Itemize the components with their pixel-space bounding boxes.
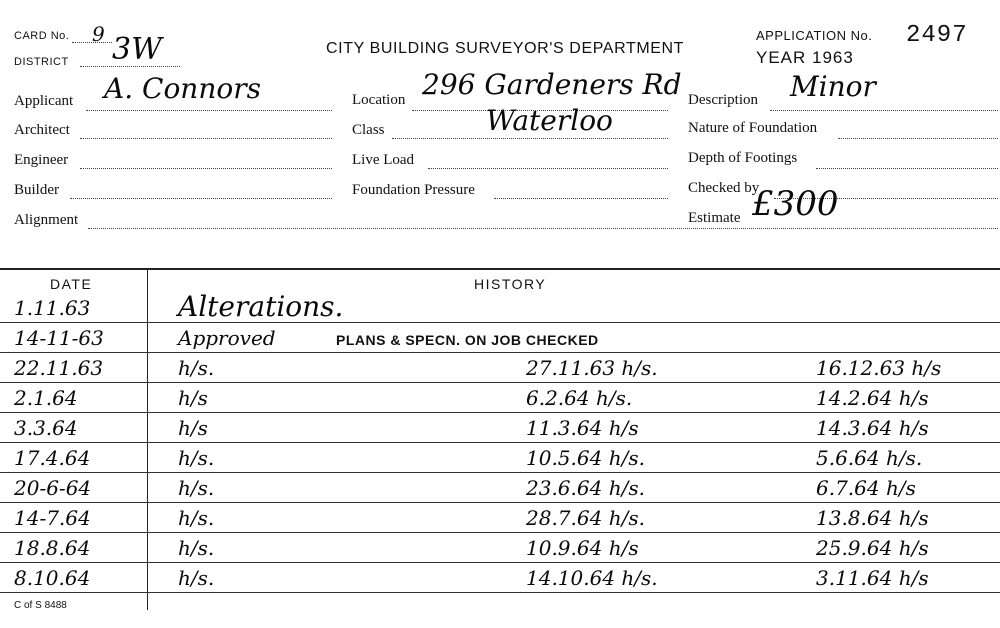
nature-of-foundation-line (838, 138, 998, 139)
builder-line (70, 198, 332, 199)
history-date-cell: 8.10.64 (14, 566, 91, 590)
location-value-suburb: Waterloo (486, 104, 613, 137)
nature-of-foundation-label: Nature of Foundation (688, 120, 818, 136)
history-entry-cell: h/s (178, 416, 208, 440)
card-no-line (72, 42, 112, 43)
date-column-divider (147, 270, 148, 610)
history-entry-cell: 3.11.64 h/s (816, 566, 929, 590)
history-entry-cell: 14.10.64 h/s. (526, 566, 658, 590)
depth-of-footings-label: Depth of Footings (688, 150, 798, 166)
history-entry-cell: 14.3.64 h/s (816, 416, 929, 440)
estimate-value: £300 (752, 184, 839, 224)
description-value: Minor (790, 70, 876, 103)
history-entry-cell: Alterations. (178, 290, 344, 323)
history-entry-cell: 6.2.64 h/s. (526, 386, 633, 410)
history-entry-cell: 25.9.64 h/s (816, 536, 929, 560)
engineer-label: Engineer (14, 152, 69, 168)
form-code: C of S 8488 (14, 600, 67, 611)
history-row-line (0, 502, 1000, 503)
application-number: 2497 (906, 22, 968, 49)
history-date-cell: 22.11.63 (14, 356, 104, 380)
history-entry-cell: h/s. (178, 566, 215, 590)
class-label: Class (352, 122, 385, 138)
year-label: YEAR 1963 (756, 48, 854, 67)
history-row-line (0, 442, 1000, 443)
history-date-cell: 18.8.64 (14, 536, 91, 560)
architect-line (80, 138, 332, 139)
history-row-line (0, 382, 1000, 383)
history-date-cell: 20-6-64 (14, 476, 92, 500)
history-entry-cell: 23.6.64 h/s. (526, 476, 645, 500)
builder-label: Builder (14, 182, 59, 198)
location-label: Location (352, 92, 406, 108)
history-row-line (0, 322, 1000, 323)
history-entry-cell: 27.11.63 h/s. (526, 356, 658, 380)
plans-checked-stamp: PLANS & SPECN. ON JOB CHECKED (336, 332, 599, 348)
history-entry-cell: 5.6.64 h/s. (816, 446, 923, 470)
district-value: 3W (112, 32, 162, 67)
history-date-cell: 1.11.63 (14, 296, 91, 320)
history-entry-cell: h/s. (178, 446, 215, 470)
applicant-line (86, 110, 332, 111)
history-row-line (0, 472, 1000, 473)
estimate-label: Estimate (688, 210, 741, 226)
history-entry-cell: 13.8.64 h/s (816, 506, 929, 530)
history-column-header: HISTORY (474, 276, 547, 292)
district-label: DISTRICT (14, 56, 69, 68)
history-date-cell: 14-11-63 (14, 326, 104, 350)
history-entry-cell: Approved (178, 326, 276, 350)
card-no-value: 9 (92, 22, 105, 46)
class-line (392, 138, 668, 139)
location-value-street: 296 Gardeners Rd (422, 68, 682, 101)
applicant-value: A. Connors (104, 72, 261, 105)
history-entry-cell: 11.3.64 h/s (526, 416, 639, 440)
architect-label: Architect (14, 122, 70, 138)
card-no-label: CARD No. (14, 30, 70, 42)
description-line (770, 110, 998, 111)
foundation-pressure-line (494, 198, 668, 199)
history-entry-cell: 16.12.63 h/s (816, 356, 942, 380)
history-date-cell: 2.1.64 (14, 386, 78, 410)
history-entry-cell: h/s. (178, 506, 215, 530)
history-row-line (0, 532, 1000, 533)
engineer-line (80, 168, 332, 169)
alignment-line (88, 228, 998, 229)
application-no-label: APPLICATION No. (756, 28, 873, 43)
history-date-cell: 14-7.64 (14, 506, 91, 530)
history-entry-cell: h/s. (178, 536, 215, 560)
history-date-cell: 17.4.64 (14, 446, 91, 470)
history-entry-cell: h/s. (178, 356, 215, 380)
depth-of-footings-line (816, 168, 998, 169)
history-entry-cell: h/s. (178, 476, 215, 500)
checked-by-label: Checked by (688, 180, 760, 196)
history-entry-cell: 6.7.64 h/s (816, 476, 916, 500)
live-load-label: Live Load (352, 152, 415, 168)
history-entry-cell: 28.7.64 h/s. (526, 506, 645, 530)
district-line (80, 66, 180, 67)
history-row-line (0, 412, 1000, 413)
history-entry-cell: h/s (178, 386, 208, 410)
history-entry-cell: 10.9.64 h/s (526, 536, 639, 560)
history-entry-cell: 10.5.64 h/s. (526, 446, 645, 470)
date-column-header: DATE (50, 276, 93, 292)
description-label: Description (688, 92, 758, 108)
foundation-pressure-label: Foundation Pressure (352, 182, 475, 198)
alignment-label: Alignment (14, 212, 79, 228)
live-load-line (428, 168, 668, 169)
applicant-label: Applicant (14, 93, 74, 109)
history-entry-cell: 14.2.64 h/s (816, 386, 929, 410)
history-row-line (0, 352, 1000, 353)
history-row-line (0, 562, 1000, 563)
department-title: CITY BUILDING SURVEYOR'S DEPARTMENT (326, 40, 685, 57)
history-date-cell: 3.3.64 (14, 416, 78, 440)
history-row-line (0, 592, 1000, 593)
history-top-rule (0, 268, 1000, 270)
